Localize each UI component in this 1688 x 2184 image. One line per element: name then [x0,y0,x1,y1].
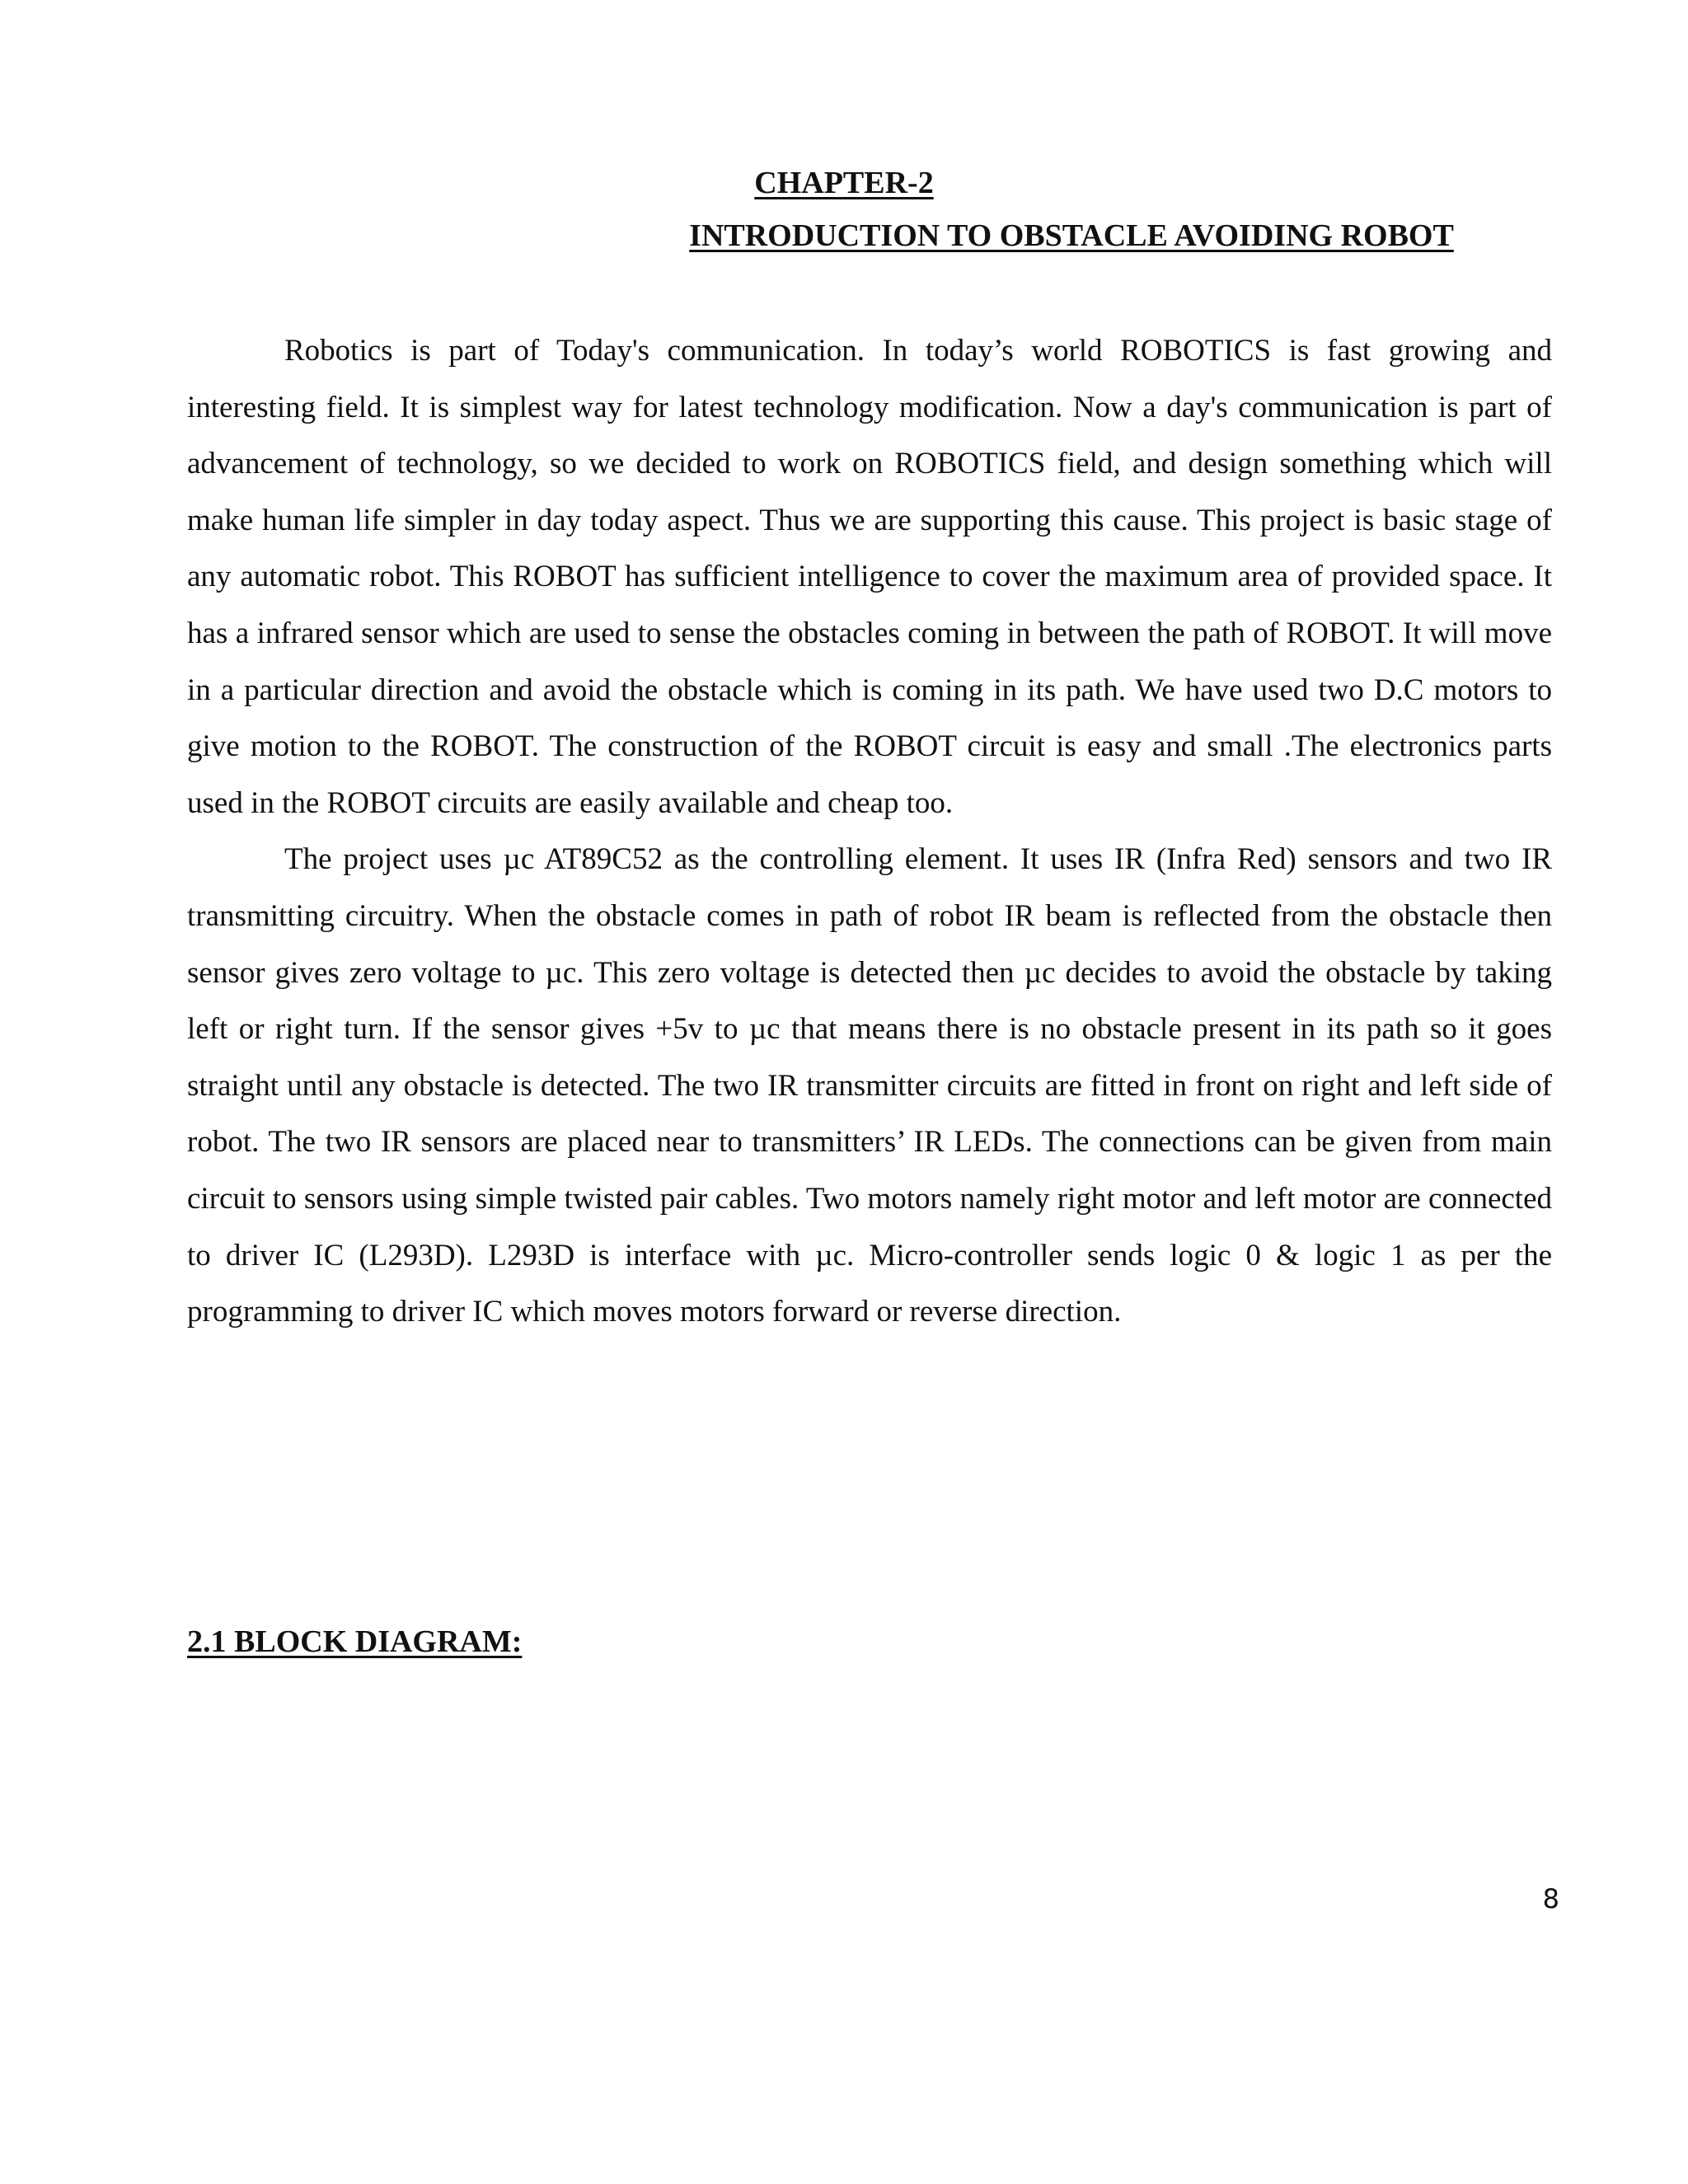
section-heading-block-diagram: 2.1 BLOCK DIAGRAM: [187,1624,523,1659]
chapter-title: INTRODUCTION TO OBSTACLE AVOIDING ROBOT [689,218,1454,253]
page-number: 8 [1542,1883,1559,1915]
project-paragraph: The project uses µc AT89C52 as the controlling element. It uses IR (Infra Red) sensors and two IR transmitting circuitry. When the obstacle comes in path of robot IR beam is reflected from the obstacle then sensor gives zero voltage to µc. This zero voltage is detected then µc decides to avoid the obstacle by taking left or right turn. If the sensor gives +5v to µc that means there is no obstacle present in its path so it goes straight until any obstacle is detected. The two IR transmitter circuits are fitted in front on right and left side of robot. The two IR sensors are placed near to transmitters’ IR LEDs. The connections can be given from main circuit to sensors using simple twisted pair cables. Two motors namely right motor and left motor are connected to driver IC (L293D). L293D is interface with µc. Micro-controller sends logic 0 & logic 1 as per the programming to driver IC which moves motors forward or reverse direction. [187,842,1552,1329]
chapter-body [187,323,1552,1341]
intro-paragraph: Robotics is part of Today's communication. In today’s world ROBOTICS is fast growing and interesting field. It is simplest way for latest technology modification. Now a day's communication is part of advancement of technology, so we decided to work on ROBOTICS field, and design something which will make human life simpler in day today aspect. Thus we are supporting this cause. This project is basic stage of any automatic robot. This ROBOT has sufficient intelligence to cover the maximum area of provided space. It has a infrared sensor which are used to sense the obstacles coming in between the path of ROBOT. It will move in a particular direction and avoid the obstacle which is coming in its path. We have used two D.C motors to give motion to the ROBOT. The construction of the ROBOT circuit is easy and small .The electronics parts used in the ROBOT circuits are easily available and cheap too. [187,334,1552,820]
chapter-label: CHAPTER-2 [754,166,934,200]
